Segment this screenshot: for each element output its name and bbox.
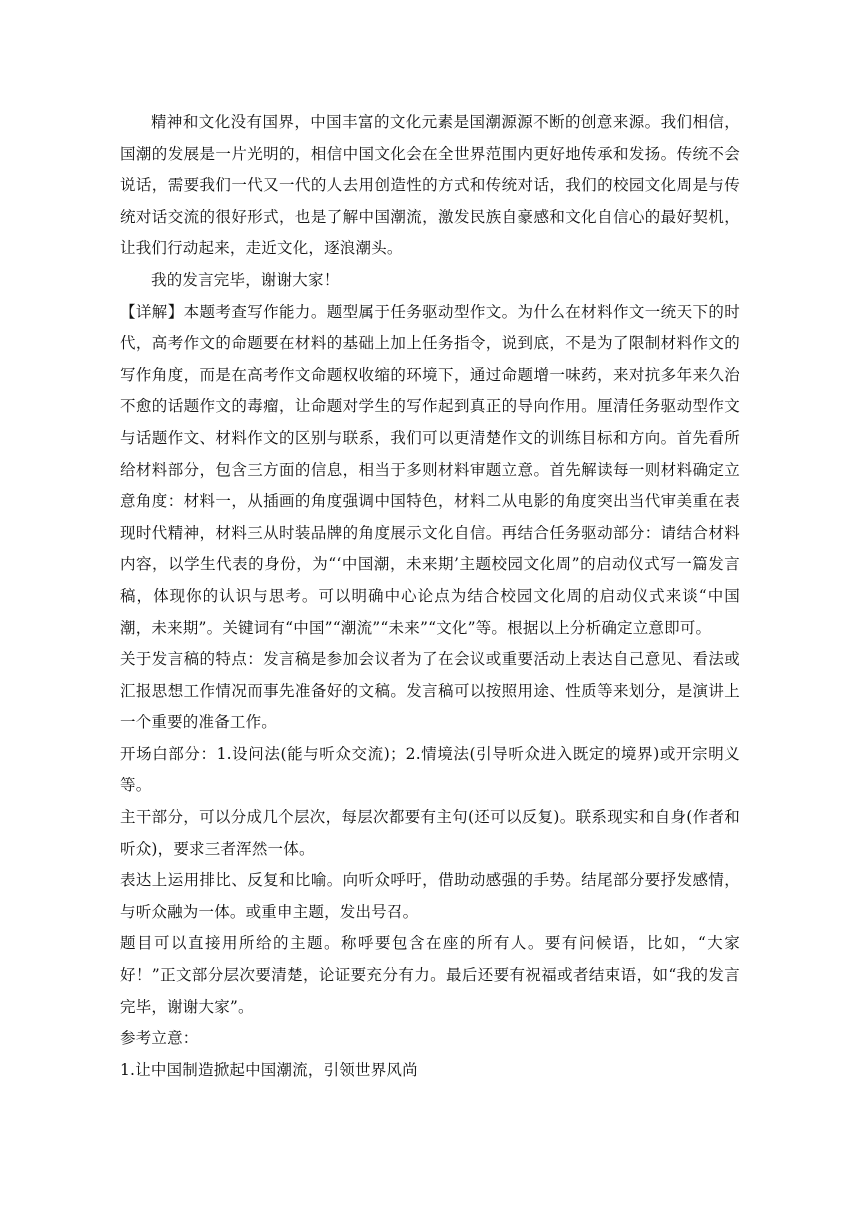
speech-end-line: 我的发言完毕，谢谢大家！: [151, 270, 340, 289]
reference-idea-item: 1.让中国制造掀起中国潮流，引领世界风尚: [120, 1060, 418, 1079]
main-section-paragraph: 主干部分，可以分成几个层次，每层次都要有主句(还可以反复)。联系现实和自身(作者和听众)，要求三者浑然一体。: [120, 808, 740, 858]
title-greeting-paragraph: 题目可以直接用所给的主题。称呼要包含在座的所有人。要有问候语，比如，“大家好！”正文部分层次要清楚，论证要充分有力。最后还要有祝福或者结束语，如“我的发言完毕，谢谢大家”。: [120, 934, 740, 1016]
speech-closing-paragraph: 精神和文化没有国界，中国丰富的文化元素是国潮源源不断的创意来源。我们相信，国潮的发展是一片光明的，相信中国文化会在全世界范围内更好地传承和发扬。传统不会说话，需要我们一代又一代的人去用创造性的方式和传统对话，我们的校园文化周是与传统对话交流的很好形式，也是了解中国潮流，激发民族自豪感和文化自信心的最好契机，让我们行动起来，走近文化，逐浪潮头。: [120, 113, 740, 258]
opening-section-paragraph: 开场白部分：1.设问法(能与听众交流)；2.情境法(引导听众进入既定的境界)或开宗明义等。: [120, 744, 740, 795]
expression-paragraph: 表达上运用排比、反复和比喻。向听众呼吁，借助动感强的手势。结尾部分要抒发感情，与听众融为一体。或重申主题，发出号召。: [120, 871, 740, 921]
document-body: [120, 107, 740, 1086]
speech-features-paragraph: 关于发言稿的特点：发言稿是参加会议者为了在会议或重要活动上表达自己意见、看法或汇报思想工作情况而事先准备好的文稿。发言稿可以按照用途、性质等来划分，是演讲上一个重要的准备工作。: [120, 650, 740, 732]
detailed-explanation-paragraph: 【详解】本题考查写作能力。题型属于任务驱动型作文。为什么在材料作文一统天下的时代，高考作文的命题要在材料的基础上加上任务指令，说到底，不是为了限制材料作文的写作角度，而是在高考作文命题权收缩的环境下，通过命题增一味药，来对抗多年来久治不愈的话题作文的毒瘤，让命题对学生的写作起到真正的导向作用。厘清任务驱动型作文与话题作文、材料作文的区别与联系，我们可以更清楚作文的训练目标和方向。首先看所给材料部分，包含三方面的信息，相当于多则材料审题立意。首先解读每一则材料确定立意角度：材料一，从插画的角度强调中国特色，材料二从电影的角度突出当代审美重在表现时代精神，材料三从时装品牌的角度展示文化自信。再结合任务驱动部分：请结合材料内容，以学生代表的身份，为“‘中国潮，未来期’主题校园文化周”的启动仪式写一篇发言稿，体现你的认识与思考。可以明确中心论点为结合校园文化周的启动仪式来谈“中国潮，未来期”。关键词有“中国”“潮流”“未来”“文化”等。根据以上分析确定立意即可。: [120, 302, 740, 637]
reference-ideas-heading: 参考立意：: [120, 1029, 199, 1048]
